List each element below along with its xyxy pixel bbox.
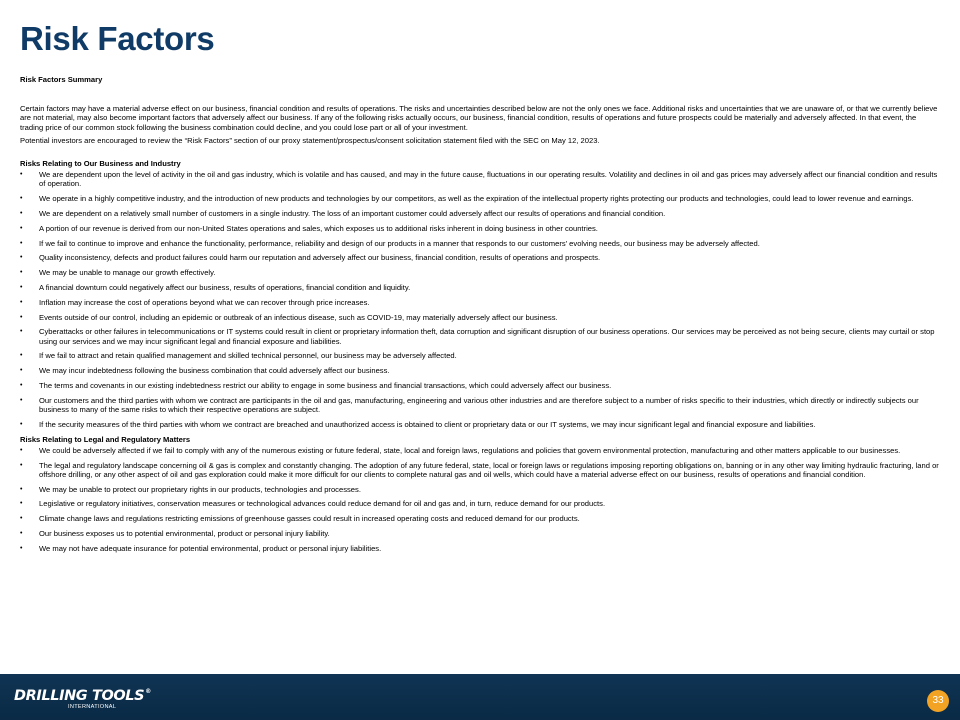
risk-list-item	[20, 461, 940, 479]
risk-item-text: Our customers and the third parties with whom we contract are participants in the oil and gas, manufacturing, engineering and various other industries and are therefore subject to a number of risks specific to their industries, which directly or indirectly subjects our business to many of the same risks to which their respective operations are subject.	[39, 395, 919, 414]
logo-subtext: INTERNATIONAL	[68, 704, 117, 710]
risk-list-item	[20, 253, 940, 262]
risk-item-text: We operate in a highly competitive industry, and the introduction of new products and technologies by our competitors, as well as the expiration of the intellectual property rights protecting our products and technologies, could lead to lower revenue and earnings.	[39, 194, 914, 204]
bullet-marker: •	[20, 313, 23, 321]
risk-list-item	[20, 224, 940, 233]
intro-paragraph-2: Potential investors are encouraged to review the “Risk Factors” section of our proxy statement/prospectus/consent solicitation statement filed with the SEC on May 12, 2023.	[20, 135, 600, 145]
risk-item-text: The legal and regulatory landscape concerning oil & gas is complex and constantly changing. The adoption of any future federal, state, local or foreign laws or regulations imposing reporting obligations on, banning or in any other way limiting hydraulic fracturing, land or offshore drilling, or any other aspect of oil and gas exploration could make it more difficult for our clients to complete natural gas and oil wells, which could have a material adverse effect on our business, results of operations and financial condition.	[39, 460, 939, 479]
risk-list-item	[20, 544, 940, 553]
risk-list-item	[20, 396, 940, 414]
bullet-marker: •	[20, 529, 23, 537]
section-heading-legal: Risks Relating to Legal and Regulatory Matters	[20, 434, 191, 444]
risk-item-text: Cyberattacks or other failures in telecommunications or IT systems could result in client or proprietary information theft, data corruption and significant disruption of our business operations. Our services may be perceived as not being secure, clients may curtail or stop using our services and we may incur significant legal and financial exposure and liabilities.	[39, 327, 935, 346]
risk-item-text: We are dependent on a relatively small number of customers in a single industry. The loss of an important customer could adversely affect our results of operations and financial condition.	[39, 209, 666, 219]
risk-item-text: We may be unable to protect our proprietary rights in our products, technologies and processes.	[39, 484, 361, 494]
risk-list-item	[20, 327, 940, 345]
risk-item-text: We could be adversely affected if we fail to comply with any of the numerous existing or future federal, state, local and foreign laws, regulations and policies that govern environmental protection, manufacturing and other matters applicable to our businesses.	[39, 445, 901, 455]
risk-item-text: If we fail to continue to improve and enhance the functionality, performance, reliability and design of our products in a manner that responds to our customers’ evolving needs, our business may be adversely affected.	[39, 238, 760, 248]
bullet-marker: •	[20, 396, 23, 404]
risk-list-item	[20, 529, 940, 538]
page-number-badge: 33	[927, 690, 949, 712]
bullet-marker: •	[20, 381, 23, 389]
bullet-marker: •	[20, 367, 23, 375]
risk-item-text: Climate change laws and regulations restricting emissions of greenhouse gasses could result in increased operating costs and reduced demand for our products.	[39, 514, 580, 524]
risk-list-item	[20, 209, 940, 218]
bullet-marker: •	[20, 446, 23, 454]
bullet-marker: •	[20, 461, 23, 469]
logo-wordmark: DRILLING TOOLS®	[14, 688, 151, 704]
bullet-marker: •	[20, 269, 23, 277]
business-risk-list	[20, 170, 940, 429]
risk-list-item	[20, 485, 940, 494]
risk-item-text: Our business exposes us to potential environmental, product or personal injury liability.	[39, 528, 330, 538]
bullet-marker: •	[20, 352, 23, 360]
risk-list-item	[20, 239, 940, 248]
page-title: Risk Factors	[20, 20, 215, 57]
risk-item-text: The terms and covenants in our existing indebtedness restrict our ability to engage in some business and financial transactions, which could adversely affect our business.	[39, 380, 612, 390]
risk-factors-body	[20, 75, 940, 559]
bullet-marker: •	[20, 254, 23, 262]
risk-item-text: We are dependent upon the level of activity in the oil and gas industry, which is volatile and has caused, and may in the future cause, fluctuations in our operating results. Volatility and declines in oil and gas prices may adversely affect our financial condition and results of operation.	[39, 170, 938, 189]
summary-heading: Risk Factors Summary	[20, 75, 103, 84]
risk-item-text: Legislative or regulatory initiatives, conservation measures or technological advances could reduce demand for oil and gas and, in turn, reduce demand for our products.	[39, 499, 606, 509]
bullet-marker: •	[20, 485, 23, 493]
section-heading-business: Risks Relating to Our Business and Industry	[20, 159, 181, 169]
risk-item-text: Events outside of our control, including an epidemic or outbreak of an infectious disease, such as COVID-19, may materially adversely affect our business.	[39, 312, 558, 322]
risk-item-text: If we fail to attract and retain qualified management and skilled technical personnel, our business may be adversely affected.	[39, 351, 457, 361]
bullet-marker: •	[20, 224, 23, 232]
bullet-marker: •	[20, 500, 23, 508]
risk-item-text: A portion of our revenue is derived from our non-United States operations and sales, which exposes us to additional risks inherent in doing business in other countries.	[39, 223, 598, 233]
risk-item-text: We may not have adequate insurance for potential environmental, product or personal injury liabilities.	[39, 543, 382, 553]
risk-list-item	[20, 170, 940, 188]
risk-list-item	[20, 381, 940, 390]
footer-bar	[0, 674, 960, 720]
risk-item-text: A financial downturn could negatively affect our business, results of operations, financial condition and liquidity.	[39, 283, 411, 292]
risk-item-text: We may incur indebtedness following the business combination that could adversely affect our business.	[39, 366, 390, 376]
risk-list-item	[20, 499, 940, 508]
risk-list-item	[20, 283, 940, 292]
risk-list-item	[20, 313, 940, 322]
risk-item-text: We may be unable to manage our growth effectively.	[39, 268, 216, 278]
risk-list-item	[20, 446, 940, 455]
legal-risk-list	[20, 446, 940, 553]
bullet-marker: •	[20, 195, 23, 203]
risk-item-text: Inflation may increase the cost of operations beyond what we can recover through price increases.	[39, 297, 370, 307]
bullet-marker: •	[20, 298, 23, 306]
bullet-marker: •	[20, 515, 23, 523]
risk-list-item	[20, 366, 940, 375]
risk-list-item	[20, 420, 940, 429]
risk-list-item	[20, 351, 940, 360]
bullet-marker: •	[20, 328, 23, 336]
bullet-marker: •	[20, 420, 23, 428]
bullet-marker: •	[20, 171, 23, 179]
company-logo	[14, 688, 151, 714]
risk-list-item	[20, 268, 940, 277]
risk-item-text: Quality inconsistency, defects and product failures could harm our reputation and adversely affect our business, financial condition, results of operations and prospects.	[39, 253, 601, 263]
bullet-marker: •	[20, 239, 23, 247]
bullet-marker: •	[20, 544, 23, 552]
intro-paragraph: Certain factors may have a material adverse effect on our business, financial condition and results of operations. The risks and uncertainties described below are not the only ones we face. Additional risks and uncertainties that we are unaware of, or that we currently believe are not material, may also become important factors that adversely affect our business. If any of the following risks actually occurs, our business, financial condition, results of operations and future prospects could be materially and adversely affected. In that event, the trading price of our common stock following the business combination could decline, and you could lose part or all of your investment.	[20, 104, 938, 132]
bullet-marker: •	[20, 210, 23, 218]
bullet-marker: •	[20, 284, 23, 291]
risk-list-item	[20, 514, 940, 523]
risk-list-item	[20, 194, 940, 203]
risk-list-item	[20, 298, 940, 307]
risk-item-text: If the security measures of the third parties with whom we contract are breached and unauthorized access is obtained to client or proprietary data or our IT systems, we may incur significant legal and financial exposure and liabilities.	[39, 419, 816, 429]
